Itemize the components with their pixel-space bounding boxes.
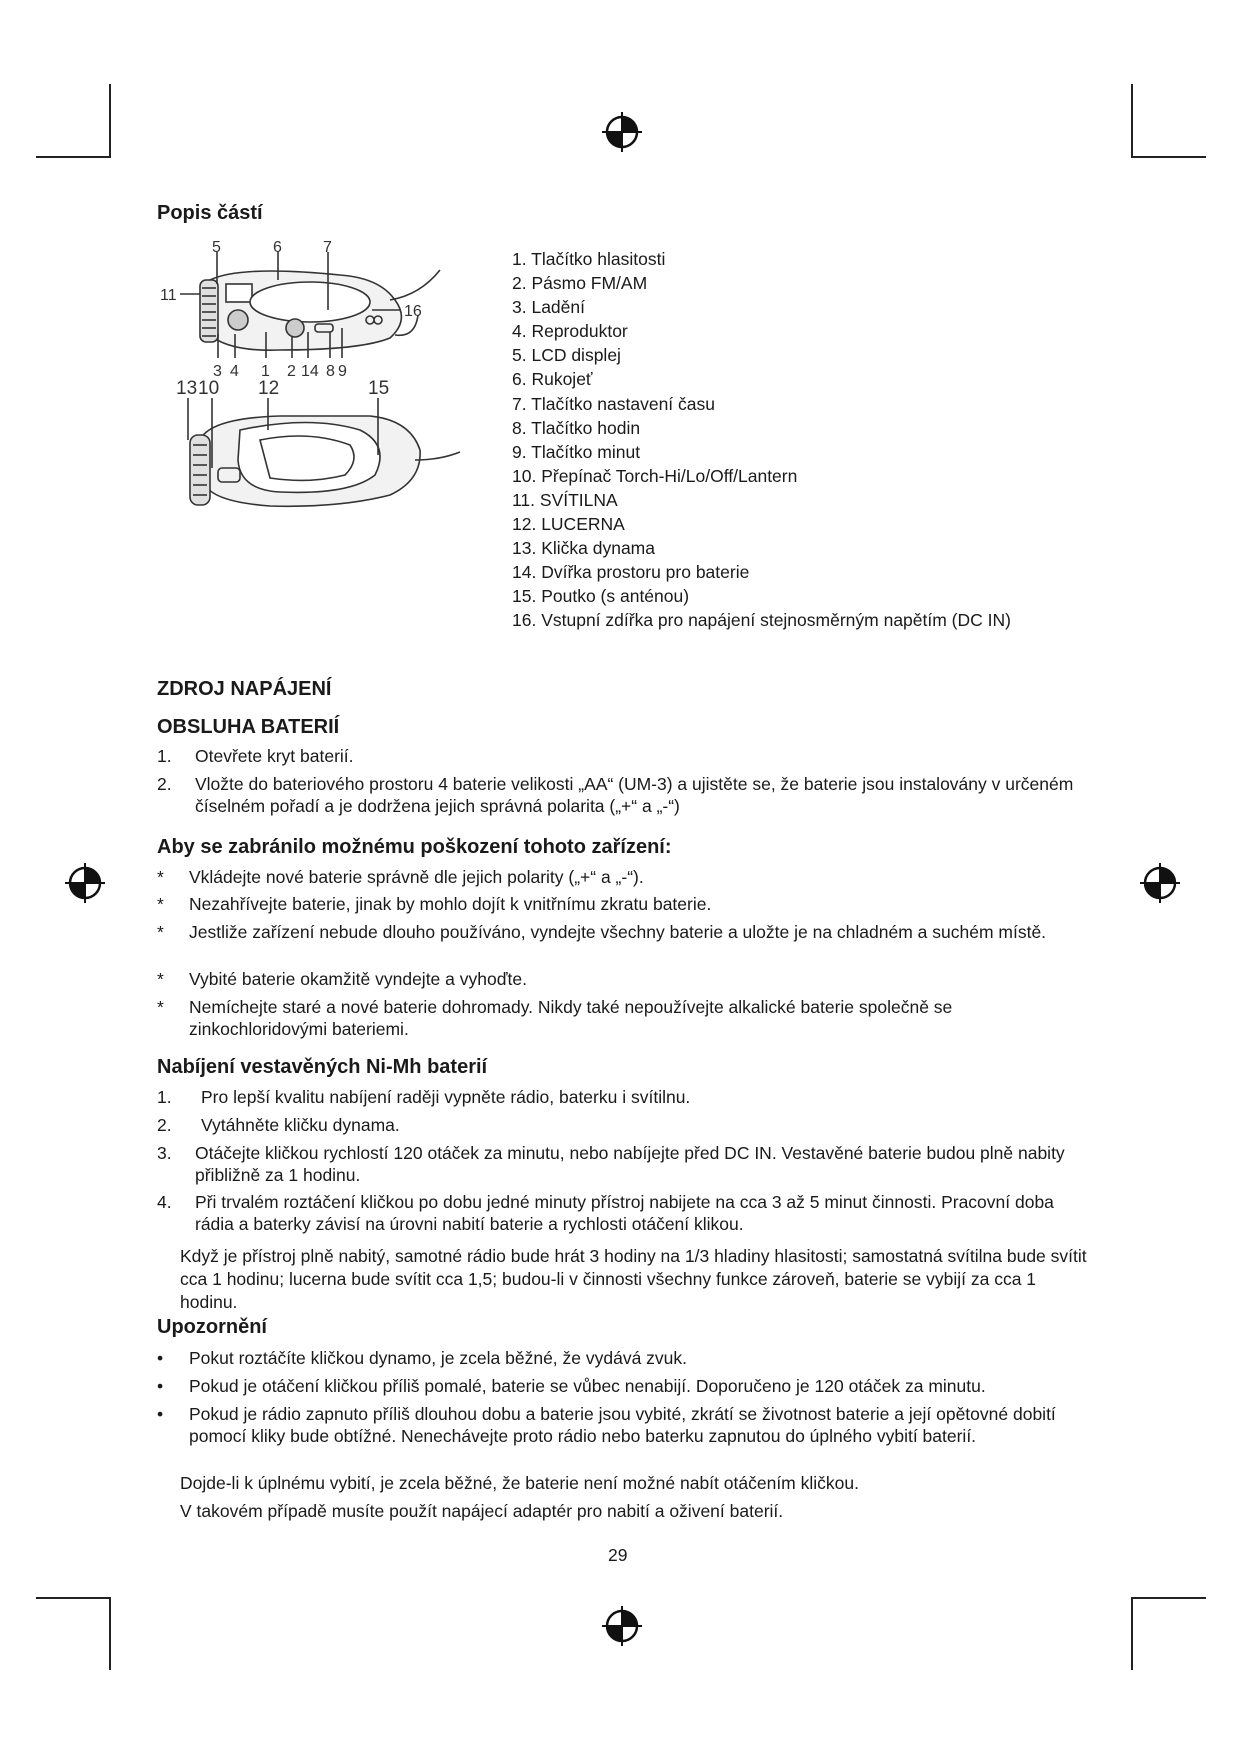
list-item: 8. Tlačítko hodin bbox=[512, 417, 641, 438]
callout-label: 15 bbox=[368, 378, 390, 399]
section-heading: Upozornění bbox=[157, 1316, 267, 1338]
callout-label: 9 bbox=[338, 363, 347, 380]
list-item bbox=[157, 866, 1087, 888]
section-heading: Nabíjení vestavěných Ni-Mh baterií bbox=[157, 1056, 488, 1078]
list-item bbox=[157, 1403, 1087, 1447]
list-marker: • bbox=[157, 1404, 164, 1424]
list-text: Vytáhněte kličku dynama. bbox=[201, 1115, 400, 1135]
list-text: Vybité baterie okamžitě vyndejte a vyhoďte. bbox=[189, 969, 527, 989]
page-number: 29 bbox=[608, 1545, 628, 1565]
list-item: 7. Tlačítko nastavení času bbox=[512, 393, 715, 414]
callout-label: 3 bbox=[213, 363, 222, 380]
callout-label: 11 bbox=[160, 287, 177, 304]
list-item bbox=[157, 893, 1087, 915]
list-marker: 1. bbox=[157, 746, 172, 766]
warning-note: Dojde-li k úplnému vybití, je zcela běžné, že baterie není možné nabít otáčením kličkou. bbox=[180, 1473, 859, 1493]
list-item bbox=[157, 996, 1087, 1040]
list-item: 15. Poutko (s anténou) bbox=[512, 586, 690, 607]
radio-illustration bbox=[160, 240, 480, 550]
list-marker: 4. bbox=[157, 1192, 172, 1212]
list-item: 13. Klička dynama bbox=[512, 538, 655, 559]
list-marker: 1. bbox=[157, 1087, 172, 1107]
registration-mark-icon bbox=[600, 1604, 644, 1648]
registration-mark-icon bbox=[1138, 861, 1182, 905]
list-item: 1. Tlačítko hlasitosti bbox=[512, 249, 666, 269]
list-marker: * bbox=[157, 969, 164, 989]
list-item bbox=[157, 921, 1087, 943]
list-item: 2. Pásmo FM/AM bbox=[512, 273, 648, 294]
list-item bbox=[157, 1142, 1087, 1186]
list-item bbox=[157, 1347, 1087, 1369]
callout-label: 6 bbox=[273, 240, 282, 256]
registration-mark-icon bbox=[600, 110, 644, 154]
list-text: Pokud je rádio zapnuto příliš dlouhou dobu a baterie jsou vybité, zkrátí se životnost baterie a její opětovné dobití pomocí kliky bude obtížné. Nenechávejte proto rádio nebo baterku zapnutou do úplného vybití baterií. bbox=[189, 1404, 1056, 1446]
list-item: 4. Reproduktor bbox=[512, 321, 628, 342]
section-heading: Aby se zabránilo možnému poškození tohoto zařízení: bbox=[157, 836, 672, 858]
callout-label: 12 bbox=[258, 378, 280, 399]
crop-mark-tr-v bbox=[1131, 84, 1133, 157]
list-marker: * bbox=[157, 997, 164, 1017]
callout-label: 14 bbox=[301, 363, 319, 380]
list-text: Pokud je otáčení kličkou příliš pomalé, baterie se vůbec nenabijí. Doporučeno je 120 otáček za minutu. bbox=[189, 1376, 986, 1396]
list-item bbox=[157, 1375, 1087, 1397]
list-item bbox=[157, 745, 1087, 767]
section-heading: OBSLUHA BATERIÍ bbox=[157, 716, 340, 738]
list-text: Vkládejte nové baterie správně dle jejich polarity („+“ a „-“). bbox=[189, 867, 644, 887]
warning-note: V takovém případě musíte použít napájecí adaptér pro nabití a oživení baterií. bbox=[180, 1501, 784, 1521]
list-item: 5. LCD displej bbox=[512, 345, 621, 366]
crop-mark-tl-v bbox=[109, 84, 111, 157]
charging-note: Když je přístroj plně nabitý, samotné rádio bude hrát 3 hodiny na 1/3 hladiny hlasitosti; samostatná svítilna bude svítit cca 1 hodinu; lucerna bude svítit cca 1,5; budou-li v činnosti všechny funkce zároveň, baterie se vybijí za cca 1 hodinu. bbox=[180, 1246, 1087, 1312]
list-item bbox=[157, 1086, 1087, 1108]
list-marker: • bbox=[157, 1348, 164, 1368]
list-marker: 2. bbox=[157, 1115, 172, 1135]
callout-label: 1 bbox=[261, 363, 270, 380]
section-heading: ZDROJ NAPÁJENÍ bbox=[157, 678, 332, 700]
list-text: Nezahřívejte baterie, jinak by mohlo dojít k vnitřnímu zkratu baterie. bbox=[189, 894, 712, 914]
list-text: Pro lepší kvalitu nabíjení raději vypněte rádio, baterku i svítilnu. bbox=[201, 1087, 691, 1107]
callout-label: 5 bbox=[212, 240, 221, 256]
list-item: 3. Ladění bbox=[512, 297, 585, 318]
list-marker: 2. bbox=[157, 774, 172, 794]
speaker-grille-icon bbox=[202, 288, 216, 336]
list-item bbox=[157, 968, 1087, 990]
list-text: Pokut roztáčíte kličkou dynamo, je zcela běžné, že vydává zvuk. bbox=[189, 1348, 688, 1368]
list-text: Otáčejte kličkou rychlostí 120 otáček za minutu, nebo nabíjejte před DC IN. Vestavěné baterie budou plně nabity přibližně za 1 hodinu. bbox=[195, 1143, 1065, 1185]
crop-mark-tr-h bbox=[1131, 156, 1206, 158]
callout-label: 8 bbox=[326, 363, 335, 380]
crop-mark-bl-v bbox=[109, 1597, 111, 1670]
list-marker: * bbox=[157, 867, 164, 887]
list-marker: 3. bbox=[157, 1143, 172, 1163]
crop-mark-tl-h bbox=[36, 156, 111, 158]
list-item bbox=[157, 1191, 1087, 1235]
crop-mark-br-h bbox=[1131, 1597, 1206, 1599]
list-text: Při trvalém roztáčení kličkou po dobu jedné minuty přístroj nabijete na cca 3 až 5 minut činnosti. Pracovní doba rádia a baterky závisí na úrovni nabití baterie a rychlosti otáčení klikou. bbox=[195, 1192, 1054, 1234]
list-item: 12. LUCERNA bbox=[512, 514, 625, 535]
list-text: Otevřete kryt baterií. bbox=[195, 746, 354, 766]
callout-label: 2 bbox=[287, 363, 296, 380]
callout-label: 13 bbox=[176, 378, 198, 399]
page-title: Popis částí bbox=[157, 202, 263, 224]
list-item bbox=[157, 1114, 1087, 1136]
callout-label: 4 bbox=[230, 363, 239, 380]
list-marker: * bbox=[157, 922, 164, 942]
callout-label: 10 bbox=[198, 378, 220, 399]
list-item: 11. SVÍTILNA bbox=[512, 489, 618, 510]
callout-label: 7 bbox=[323, 240, 332, 256]
list-item bbox=[157, 773, 1087, 817]
crop-mark-br-v bbox=[1131, 1597, 1133, 1670]
list-text: Vložte do bateriového prostoru 4 baterie velikosti „AA“ (UM-3) a ujistěte se, že baterie jsou instalovány v určeném číselném pořadí a je dodržena jejich správná polarita („+“ a „-“) bbox=[195, 774, 1074, 816]
list-marker: * bbox=[157, 894, 164, 914]
list-item: 10. Přepínač Torch-Hi/Lo/Off/Lantern bbox=[512, 465, 798, 486]
list-item: 16. Vstupní zdířka pro napájení stejnosměrným napětím (DC IN) bbox=[512, 610, 1011, 631]
list-text: Jestliže zařízení nebude dlouho používáno, vyndejte všechny baterie a uložte je na chladném a suchém místě. bbox=[189, 922, 1047, 942]
list-item: 6. Rukojeť bbox=[512, 369, 593, 390]
list-item: 9. Tlačítko minut bbox=[512, 441, 641, 462]
crop-mark-bl-h bbox=[36, 1597, 111, 1599]
registration-mark-icon bbox=[63, 861, 107, 905]
list-marker: • bbox=[157, 1376, 164, 1396]
list-text: Nemíchejte staré a nové baterie dohromady. Nikdy také nepoužívejte alkalické baterie společně se zinkochloridovými bateriemi. bbox=[189, 997, 953, 1039]
list-item: 14. Dvířka prostoru pro baterie bbox=[512, 562, 750, 583]
callout-label: 16 bbox=[404, 303, 422, 320]
parts-list bbox=[512, 247, 1011, 633]
